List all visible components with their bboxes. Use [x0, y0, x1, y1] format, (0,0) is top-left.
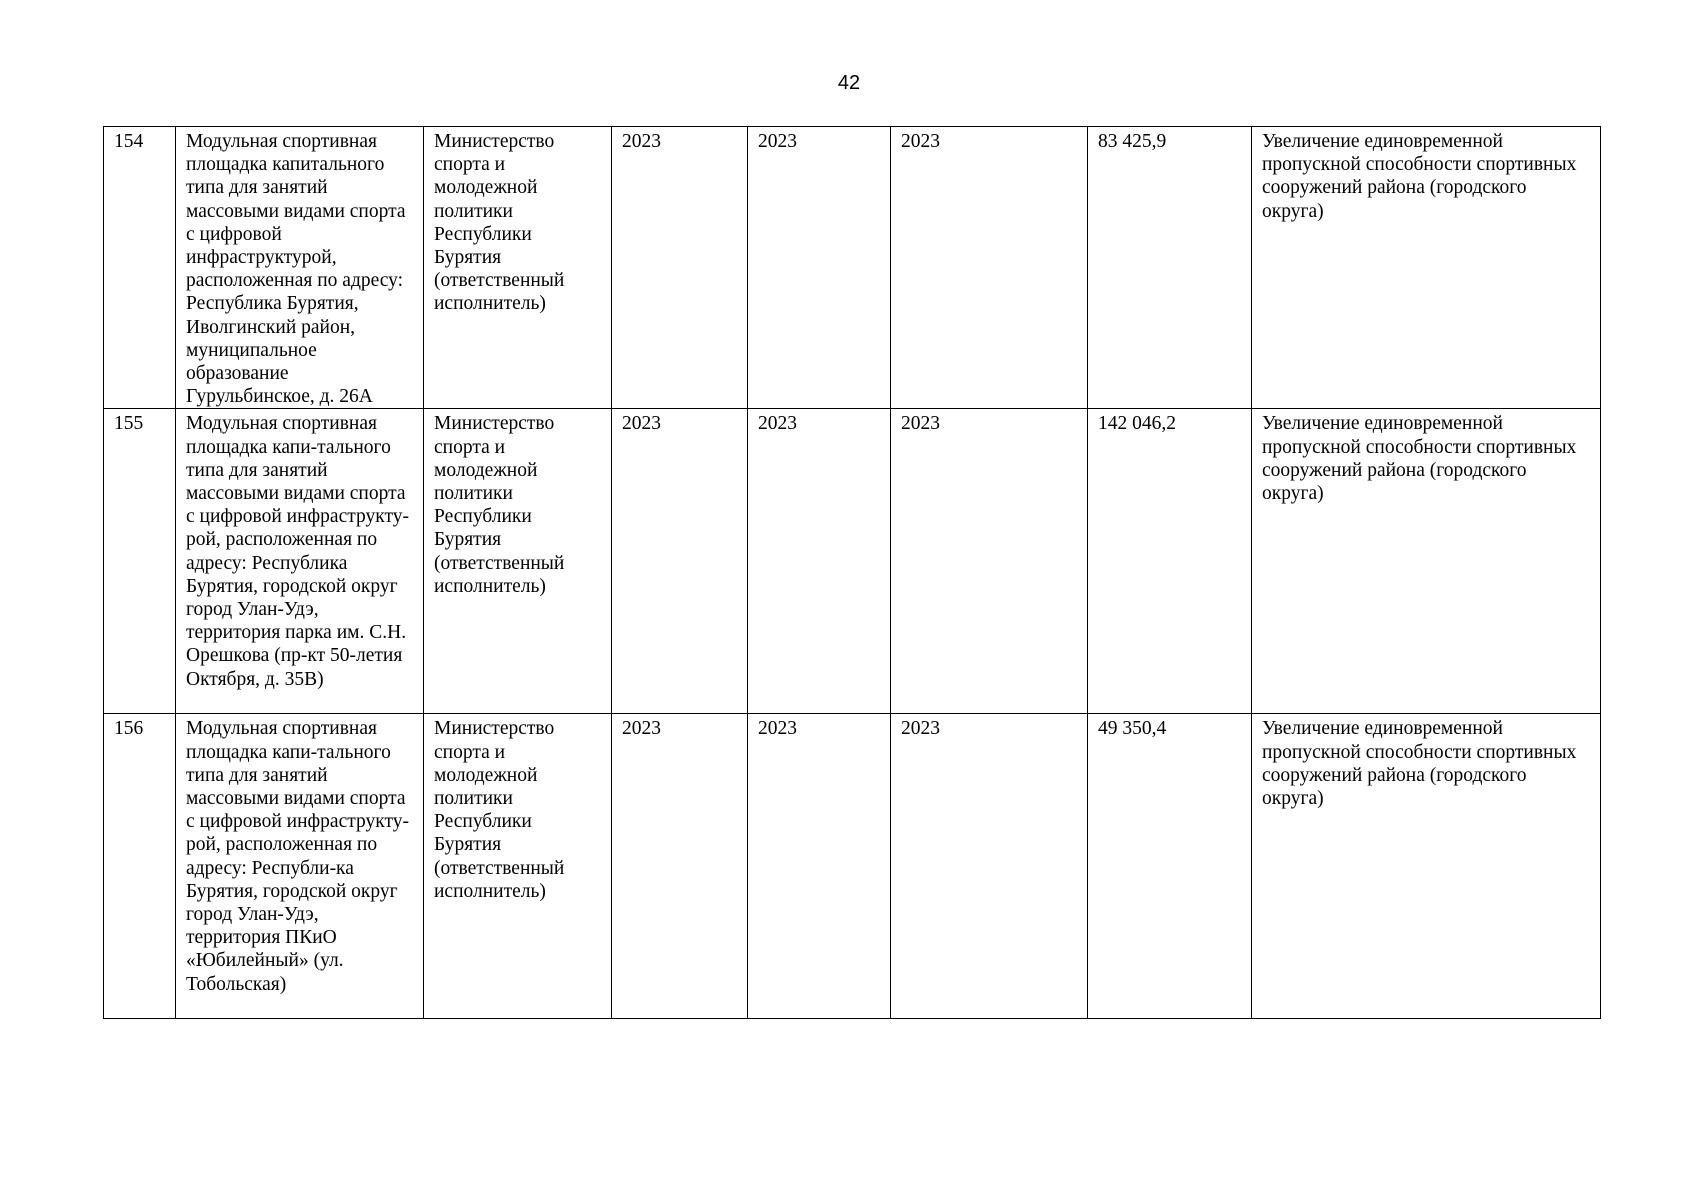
year-cell: 2023: [891, 714, 1088, 1019]
executor-cell: Министерство спорта и молодежной политики Республики Бурятия (ответственный исполнитель): [424, 409, 612, 714]
result-cell: Увеличение единовременной пропускной способности спортивных сооружений района (городского округа): [1252, 714, 1601, 1019]
year-cell: 2023: [612, 127, 748, 409]
table-row: [104, 714, 1601, 1019]
program-objects-table: [103, 126, 1601, 1019]
executor-cell: Министерство спорта и молодежной политики Республики Бурятия (ответственный исполнитель): [424, 714, 612, 1019]
year-cell: 2023: [612, 409, 748, 714]
year-cell: 2023: [748, 127, 891, 409]
object-description-cell: Модульная спортивная площадка капи-тального типа для занятий массовыми видами спорта с цифровой инфраструкту-рой, расположенная по адресу: Республика Бурятия, городской округ город Улан-Удэ, территория парка им. С.Н. Орешкова (пр-кт 50-летия Октября, д. 35В): [176, 409, 424, 714]
amount-cell: 49 350,4: [1088, 714, 1252, 1019]
page-number: 42: [837, 72, 861, 94]
table-row: [104, 127, 1601, 409]
amount-cell: 142 046,2: [1088, 409, 1252, 714]
result-cell: Увеличение единовременной пропускной способности спортивных сооружений района (городского округа): [1252, 127, 1601, 409]
row-number-cell: 156: [104, 714, 176, 1019]
executor-cell: Министерство спорта и молодежной политики Республики Бурятия (ответственный исполнитель): [424, 127, 612, 409]
row-number-cell: 154: [104, 127, 176, 409]
row-number-cell: 155: [104, 409, 176, 714]
object-description-cell: Модульная спортивная площадка капитального типа для занятий массовыми видами спорта с цифровой инфраструктурой, расположенная по адресу: Республика Бурятия, Иволгинский район, муниципальное образование Гурульбинское, д. 26А: [176, 127, 424, 409]
year-cell: 2023: [891, 409, 1088, 714]
result-cell: Увеличение единовременной пропускной способности спортивных сооружений района (городского округа): [1252, 409, 1601, 714]
year-cell: 2023: [748, 714, 891, 1019]
year-cell: 2023: [612, 714, 748, 1019]
object-description-cell: Модульная спортивная площадка капи-тального типа для занятий массовыми видами спорта с цифровой инфраструкту-рой, расположенная по адресу: Республи-ка Бурятия, городской округ город Улан-Удэ, территория ПКиО «Юбилейный» (ул. Тобольская): [176, 714, 424, 1019]
table-row: [104, 409, 1601, 714]
year-cell: 2023: [748, 409, 891, 714]
year-cell: 2023: [891, 127, 1088, 409]
amount-cell: 83 425,9: [1088, 127, 1252, 409]
